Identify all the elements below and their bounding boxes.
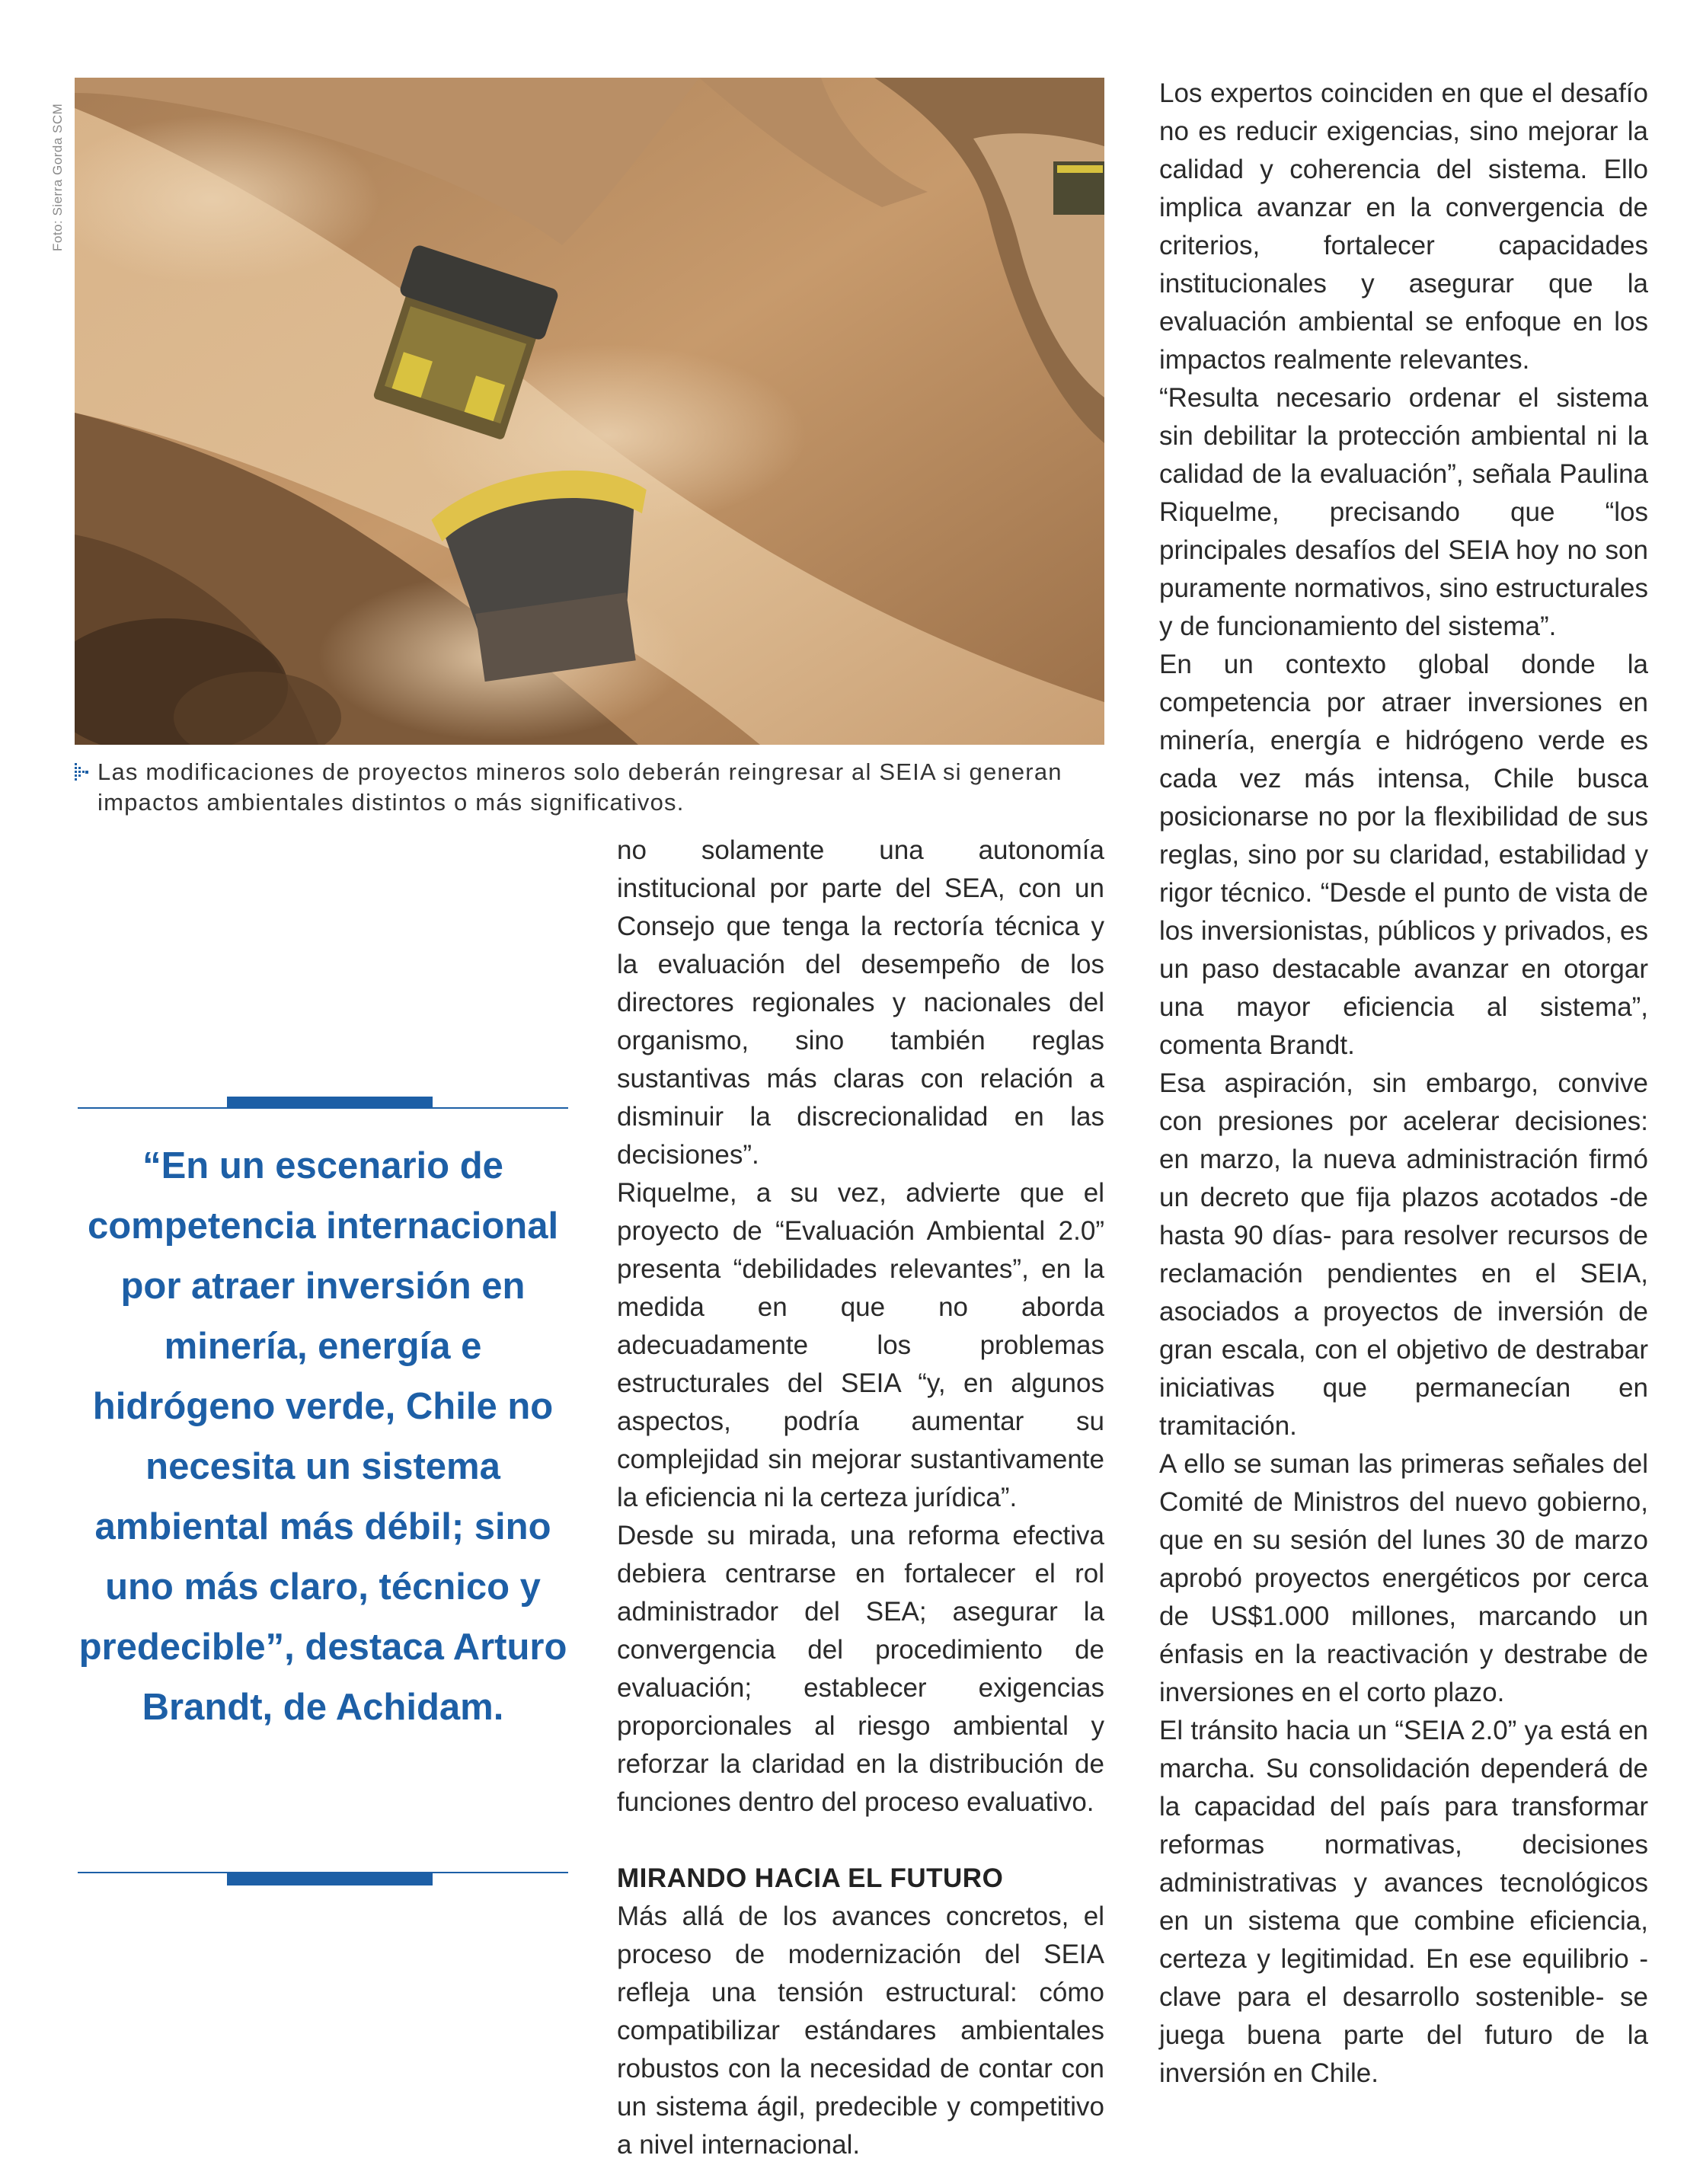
quote-bottom-accent-bar <box>227 1873 433 1885</box>
paragraph: Más allá de los avances concretos, el proceso de modernización del SEIA refleja una tensión estructural: cómo compatibilizar estándares ambientales robustos con la necesidad de contar con un sistema ágil, predecible y competitivo a nivel internacional. <box>617 1901 1104 2160</box>
paragraph: A ello se suman las primeras señales del Comité de Ministros del nuevo gobierno, que en su sesión del lunes 30 de marzo aprobó proyectos energéticos por cerca de US$1.000 millones, marcando un énfasis en la reactivación y destrabe de inversiones en el corto plazo. <box>1159 1449 1648 1707</box>
caption-arrow-icon <box>75 763 88 783</box>
quote-top-rule <box>78 1107 568 1109</box>
paragraph: Desde su mirada, una reforma efectiva debiera centrarse en fortalecer el rol administrador del SEA; asegurar la convergencia del procedimiento de evaluación; establecer exigencias proporcionales al riesgo ambiental y reforzar la claridad en la distribución de funciones dentro del proceso evaluativo. <box>617 1521 1104 1817</box>
caption-text: Las modificaciones de proyectos mineros solo deberán reingresar al SEIA si generan impactos ambientales distintos o más significativos. <box>97 758 1062 816</box>
quote-text: “En un escenario de competencia internacional por atraer inversión en minería, energía e hidrógeno verde, Chile no necesita un sistema ambiental más débil; sino uno más claro, técnico y predecible”, destaca Arturo Brandt, de Achidam. <box>78 1145 567 1728</box>
mining-trucks-photo <box>75 78 1104 745</box>
photo-credit: Foto: Sierra Gorda SCM <box>50 103 65 251</box>
paragraph: “Resulta necesario ordenar el sistema sin debilitar la protección ambiental ni la calidad de la evaluación”, señala Paulina Riquelme, precisando que “los principales desafíos del SEIA hoy no son puramente normativos, sino estructurales y de funcionamiento del sistema”. <box>1159 383 1648 641</box>
section-heading: MIRANDO HACIA EL FUTURO <box>617 1863 1004 1893</box>
middle-column <box>617 832 1104 2164</box>
paragraph: El tránsito hacia un “SEIA 2.0” ya está en marcha. Su consolidación dependerá de la capacidad del país para transformar reformas normativas, decisiones administrativas y avances tecnológicos en un sistema que combine eficiencia, certeza y legitimidad. En ese equilibrio -clave para el desarrollo sostenible- se juega buena parte del futuro de la inversión en Chile. <box>1159 1716 1648 2088</box>
paragraph: Riquelme, a su vez, advierte que el proyecto de “Evaluación Ambiental 2.0” presenta “debilidades relevantes”, en la medida en que no aborda adecuadamente los problemas estructurales del SEIA “y, en algunos aspectos, podría aumentar su complejidad sin mejorar sustantivamente la eficiencia ni la certeza jurídica”. <box>617 1178 1104 1512</box>
right-column <box>1159 75 1648 2093</box>
paragraph: Los expertos coinciden en que el desafío no es reducir exigencias, sino mejorar la calidad y coherencia del sistema. Ello implica avanzar en la convergencia de criterios, fortalecer capacidades institucionales y asegurar que la evaluación ambiental se enfoque en los impactos realmente relevantes. <box>1159 78 1648 375</box>
paragraph: En un contexto global donde la competencia por atraer inversiones en minería, energía e hidrógeno verde es cada vez más intensa, Chile busca posicionarse no por la flexibilidad de sus reglas, sino por su claridad, estabilidad y rigor técnico. “Desde el punto de vista de los inversionistas, públicos y privados, es un paso destacable avanzar en otorgar una mayor eficiencia al sistema”, comenta Brandt. <box>1159 650 1648 1060</box>
photo-illustration <box>75 78 1104 745</box>
photo-caption <box>75 757 1110 818</box>
paragraph: no solamente una autonomía institucional por parte del SEA, con un Consejo que tenga la rectoría técnica y la evaluación del desempeño de los directores regionales y nacionales del organismo, sino también reglas sustantivas más claras con relación a disminuir la discrecionalidad en las decisiones”. <box>617 835 1104 1170</box>
pull-quote <box>78 1097 568 1896</box>
paragraph: Esa aspiración, sin embargo, convive con presiones por acelerar decisiones: en marzo, la nueva administración firmó un decreto que fija plazos acotados -de hasta 90 días- para resolver recursos de reclamación pendientes en el SEIA, asociados a proyectos de inversión de gran escala, con el objetivo de destrabar iniciativas que permanecían en tramitación. <box>1159 1068 1648 1441</box>
